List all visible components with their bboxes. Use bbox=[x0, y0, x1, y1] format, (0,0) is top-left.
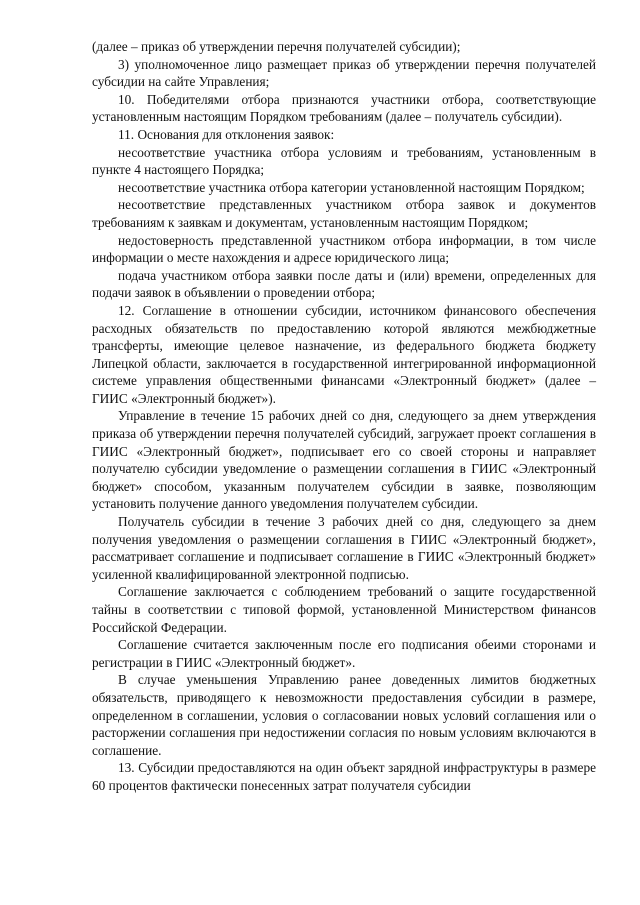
paragraph-13: 13. Субсидии предоставляются на один объект зарядной инфраструктуры в размере 60 процентов фактически понесенных затрат получателя субсидии bbox=[92, 760, 596, 793]
paragraph-continuation: (далее – приказ об утверждении перечня получателей субсидии); bbox=[92, 39, 461, 54]
rejection-reason: подача участником отбора заявки после даты и (или) времени, определенных для подачи заявок в объявлении о проведении отбора; bbox=[92, 267, 596, 301]
paragraph-body: Получатель субсидии в течение 3 рабочих дней со дня, следующего за днем получения уведомления о размещении соглашения в ГИИС «Электронный бюджет», рассматривает соглашение и подписывает соглашение в ГИИС «Электронный бюджет» усиленной квалифицированной электронной подписью. bbox=[92, 514, 596, 582]
paragraph-11: 11. Основания для отклонения заявок: bbox=[118, 126, 335, 142]
rejection-reason: несоответствие участника отбора категории установленной настоящим Порядком; bbox=[118, 179, 585, 195]
paragraph-body: Соглашение заключается с соблюдением требований о защите государственной тайны в соответствии с типовой формой, установленной Министерством финансов Российской Федерации. bbox=[92, 584, 596, 635]
paragraph-item-3: 3) уполномоченное лицо размещает приказ об утверждении перечня получателей субсидии на сайте Управления; bbox=[92, 56, 596, 90]
paragraph-body: Соглашение считается заключенным после его подписания обеими сторонами и регистрации в ГИИС «Электронный бюджет». bbox=[92, 637, 596, 670]
rejection-reason: несоответствие участника отбора условиям и требованиям, установленным в пункте 4 настоящего Порядка; bbox=[92, 144, 596, 178]
rejection-reason: несоответствие представленных участником отбора заявок и документов требованиям к заявкам и документам, установленным настоящим Порядком; bbox=[92, 197, 596, 230]
paragraph-12: 12. Соглашение в отношении субсидии, источником финансового обеспечения расходных обязательств по предоставлению которой являются межбюджетные трансферты, имеющие целевое назначение, из федерального бюджета бюджету Липецкой области, заключается в государственной интегрированной информационной системе управления общественными финансами «Электронный бюджет» (далее – ГИИС «Электронный бюджет»). bbox=[92, 302, 596, 406]
rejection-reason: недостоверность представленной участником отбора информации, в том числе информации о месте нахождения и адресе юридического лица; bbox=[92, 232, 596, 266]
document-body bbox=[92, 38, 596, 795]
paragraph-10: 10. Победителями отбора признаются участники отбора, соответствующие установленным настоящим Порядком требованиям (далее – получатель субсидии). bbox=[92, 91, 596, 125]
paragraph-body: В случае уменьшения Управлению ранее доведенных лимитов бюджетных обязательств, приводящего к невозможности предоставления субсидии в размере, определенном в соглашении, условия о согласовании новых условий соглашения или о расторжении соглашения при недостижении согласия по новым условиям включаются в соглашение. bbox=[92, 672, 596, 758]
paragraph-body: Управление в течение 15 рабочих дней со дня, следующего за днем утверждения приказа об утверждении перечня получателей субсидий, загружает проект соглашения в ГИИС «Электронный бюджет», подписывает его со своей стороны и направляет получателю субсидии уведомление о размещении соглашения в ГИИС «Электронный бюджет» способом, указанным получателем субсидии в заявке, позволяющим установить получение данного уведомления получателем субсидии. bbox=[92, 408, 596, 512]
